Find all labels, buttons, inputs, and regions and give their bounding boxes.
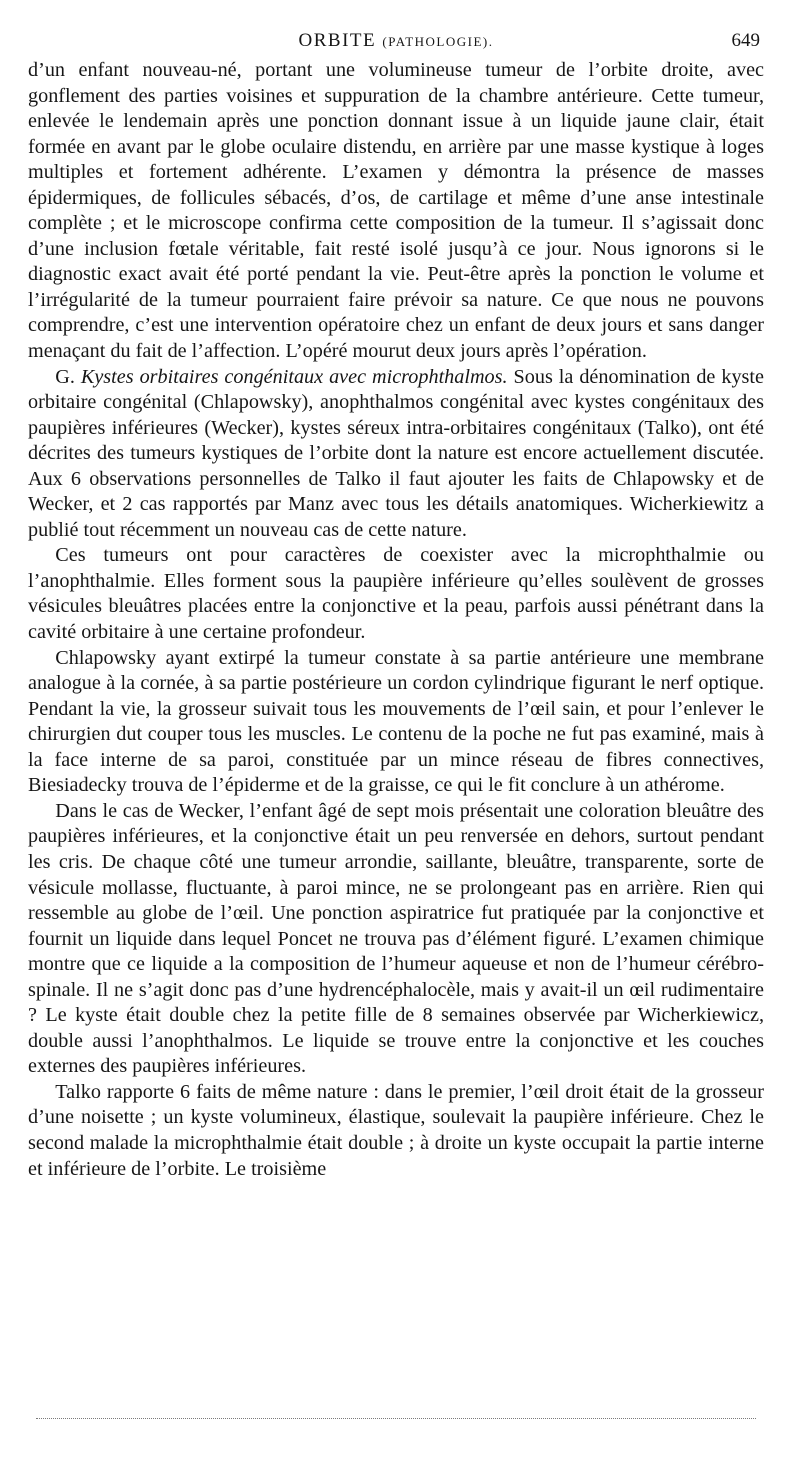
- paragraph: Talko rapporte 6 faits de même nature : dans le premier, l’œil droit était de la grosseur d’une noisette ; un kyste volumineux, élastique, soulevait la paupière inférieure. Chez le second malade la microphthalmie était double ; à droite un kyste occupait la partie interne et inférieure de l’orbite. Le troisième: [28, 1080, 764, 1180]
- page: [28, 22, 764, 1182]
- running-title: [28, 30, 764, 52]
- section-heading: Kystes orbitaires congénitaux avec microphthalmos.: [80, 365, 508, 388]
- paragraph: Dans le cas de Wecker, l’enfant âgé de sept mois présentait une coloration bleuâtre des paupières inférieures, et la conjonctive était un peu renversée en dehors, surtout pendant les cris. De chaque côté une tumeur arrondie, saillante, bleuâtre, transparente, sorte de vésicule mollasse, fluctuante, à paroi mince, ne se prolongeant pas en arrière. Rien qui ressemble au globe de l’œil. Une ponction aspiratrice fut pratiquée par la conjonctive et fournit un liquide dans lequel Poncet ne trouva pas d’élément figuré. L’examen chimique montre que ce liquide a la composition de l’humeur aqueuse et non de l’humeur cérébro-spinale. Il ne s’agit donc pas d’une hydrencéphalocèle, mais y avait-il un œil rudimentaire ? Le kyste était double chez la petite fille de 8 semaines observée par Wicherkiewicz, double aussi l’anophthalmos. Le liquide se trouve entre la conjonctive et les couches externes des paupières inférieures.: [28, 799, 764, 1078]
- paragraph-section-g: [28, 365, 764, 544]
- page-number: 649: [731, 30, 760, 51]
- running-title-main: ORBITE: [298, 30, 377, 51]
- running-title-section: (PATHOLOGIE).: [382, 34, 494, 49]
- running-head: [28, 22, 764, 58]
- paragraph-continuation: d’un enfant nouveau-né, portant une volumineuse tumeur de l’orbite droite, avec gonflement des parties voisines et suppuration de la chambre antérieure. Cette tumeur, enlevée le lendemain après une ponction donnant issue à un liquide jaune clair, était formée en avant par le globe oculaire distendu, en arrière par une masse kystique à loges multiples et fortement adhérente. L’examen y démontra la présence de masses épidermiques, de follicules sébacés, d’os, de cartilage et même d’une anse intestinale complète ; et le microscope confirma cette composition de la tumeur. Il s’agissait donc d’une inclusion fœtale véritable, fait resté isolé jusqu’à ce jour. Nous ignorons si le diagnostic exact avait été porté pendant la vie. Peut-être après la ponction le volume et l’irrégularité de la tumeur pourraient faire prévoir sa nature. Ce que nous ne pouvons comprendre, c’est une intervention opératoire chez un enfant de deux jours et sans danger menaçant du fait de l’affection. L’opéré mourut deux jours après l’opération.: [28, 59, 764, 363]
- footer-dotted-rule: [36, 1418, 756, 1419]
- section-letter: G.: [55, 365, 81, 388]
- section-text: Sous la dénomination de kyste orbitaire congénital (Chlapowsky), anophthalmos congénital avec kystes congénitaux des paupières inférieures (Wecker), kystes séreux intra-orbitaires congénitaux (Talko), ont été décrites des tumeurs kystiques de l’orbite dont la nature est encore actuellement discutée. Aux 6 observations personnelles de Talko il faut ajouter les faits de Chlapowsky et de Wecker, et 2 cas rapportés par Manz avec tous les détails anatomiques. Wicherkiewitz a publié tout récemment un nouveau cas de cette nature.: [28, 365, 764, 541]
- paragraph: Chlapowsky ayant extirpé la tumeur constate à sa partie antérieure une membrane analogue à la cornée, à sa partie postérieure un cordon cylindrique figurant le nerf optique. Pendant la vie, la grosseur suivait tous les mouvements de l’œil sain, et pour l’enlever le chirurgien dut couper tous les muscles. Le contenu de la poche ne fut pas examiné, mais à la face interne de sa paroi, constituée par un mince réseau de fibres connectives, Biesiadecky trouva de l’épiderme et de la graisse, ce qui le fit conclure à un athérome.: [28, 646, 764, 797]
- body-text: [28, 58, 764, 1182]
- paragraph: Ces tumeurs ont pour caractères de coexister avec la microphthalmie ou l’anophthalmie. Elles forment sous la paupière inférieure qu’elles soulèvent de grosses vésicules bleuâtres placées entre la conjonctive et la peau, parfois aussi pénétrant dans la cavité orbitaire à une certaine profondeur.: [28, 544, 764, 644]
